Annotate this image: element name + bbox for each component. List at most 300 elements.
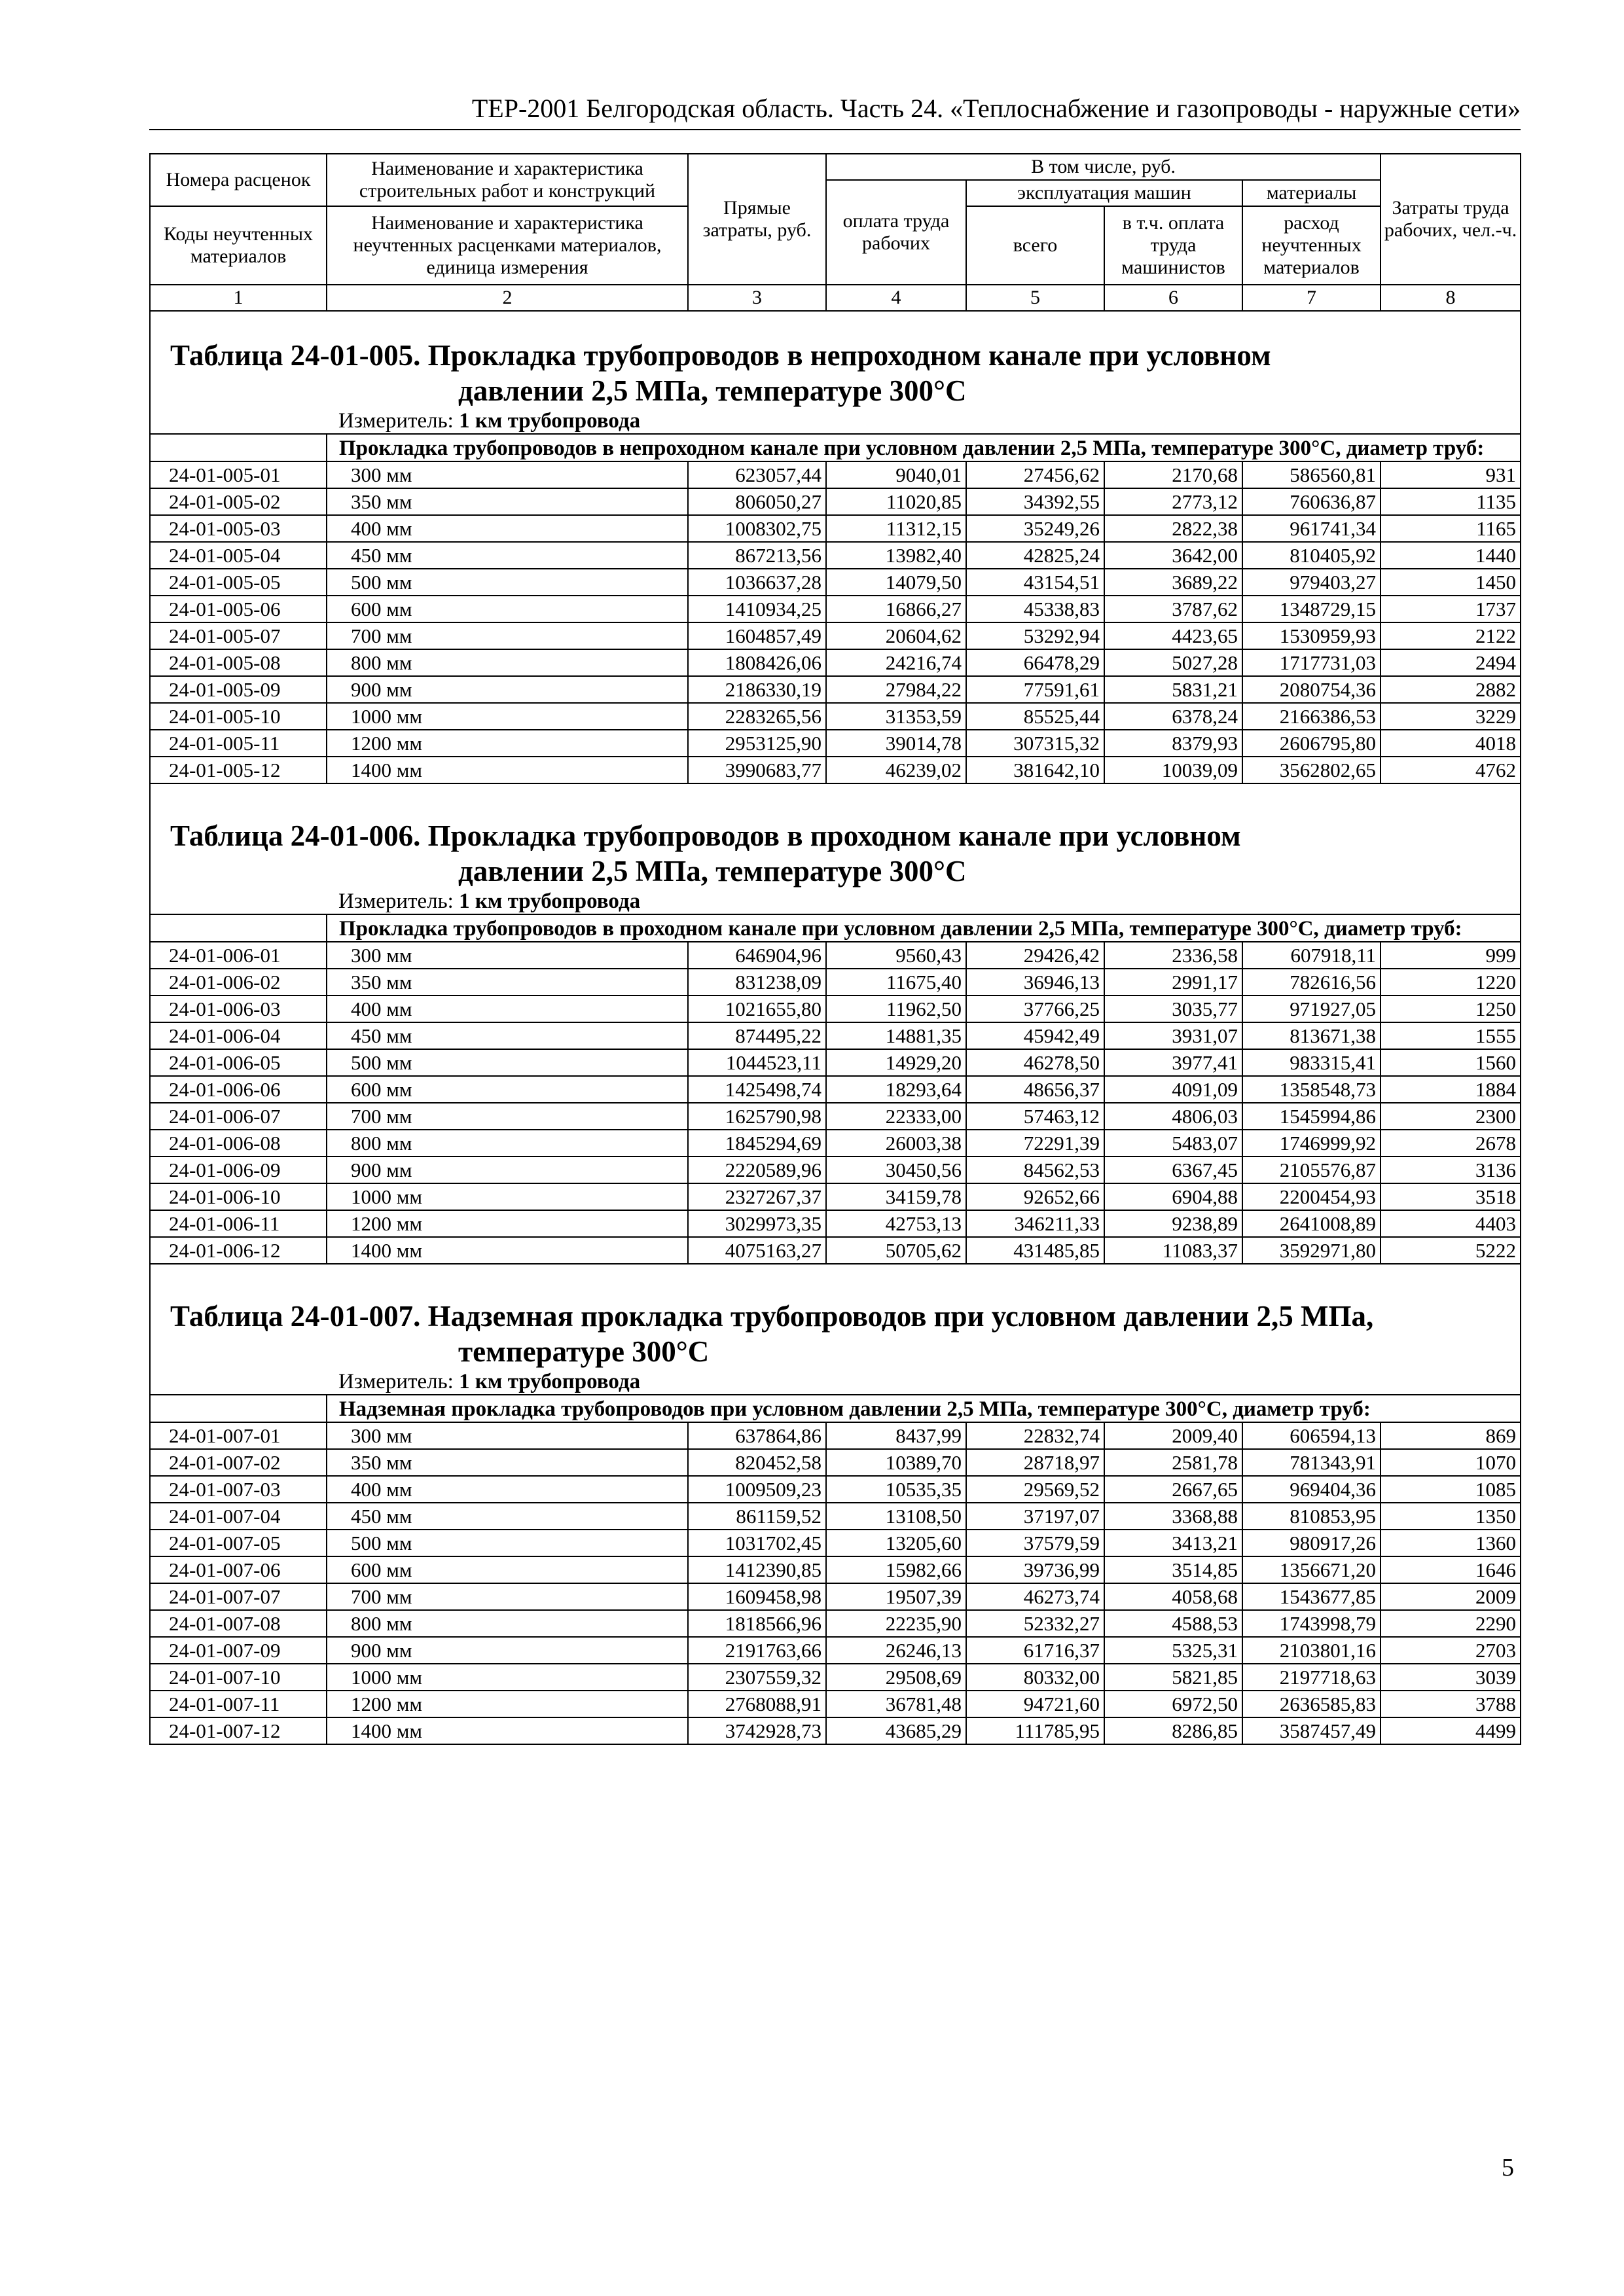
workers-pay-cell: 26003,38 — [826, 1130, 966, 1157]
operators-pay-cell: 2009,40 — [1104, 1422, 1242, 1449]
labor-hours-cell: 1350 — [1380, 1503, 1521, 1530]
table-row — [150, 1022, 1521, 1049]
direct-costs-cell: 2220589,96 — [688, 1157, 826, 1183]
rate-code-cell: 24-01-006-01 — [150, 942, 327, 969]
operators-pay-cell: 3514,85 — [1104, 1556, 1242, 1583]
measure-unit — [327, 889, 1521, 914]
operators-pay-cell: 8379,93 — [1104, 730, 1242, 757]
table-title-line2: температуре 300°С — [458, 1335, 710, 1368]
direct-costs-cell: 1031702,45 — [688, 1530, 826, 1556]
rate-code-cell: 24-01-007-09 — [150, 1637, 327, 1664]
table-title-row — [150, 818, 1521, 889]
materials-cost-cell: 971927,05 — [1242, 996, 1380, 1022]
machines-total-cell: 307315,32 — [966, 730, 1104, 757]
labor-hours-cell: 3039 — [1380, 1664, 1521, 1691]
workers-pay-cell: 36781,48 — [826, 1691, 966, 1717]
rate-code-cell: 24-01-006-06 — [150, 1076, 327, 1103]
direct-costs-cell: 1845294,69 — [688, 1130, 826, 1157]
pipe-diameter-cell: 400 мм — [327, 996, 688, 1022]
workers-pay-cell: 19507,39 — [826, 1583, 966, 1610]
direct-costs-cell: 2768088,91 — [688, 1691, 826, 1717]
direct-costs-cell: 1425498,74 — [688, 1076, 826, 1103]
table-title-line2: давлении 2,5 МПа, температуре 300°С — [458, 374, 967, 407]
materials-cost-cell: 586560,81 — [1242, 461, 1380, 488]
labor-hours-cell: 1250 — [1380, 996, 1521, 1022]
direct-costs-cell: 637864,86 — [688, 1422, 826, 1449]
operators-pay-cell: 5831,21 — [1104, 676, 1242, 703]
rate-code-cell: 24-01-005-07 — [150, 622, 327, 649]
operators-pay-cell: 6367,45 — [1104, 1157, 1242, 1183]
header-including: В том числе, руб. — [826, 154, 1380, 180]
pipe-diameter-cell: 1400 мм — [327, 1717, 688, 1744]
group-title-row — [150, 434, 1521, 461]
operators-pay-cell: 6378,24 — [1104, 703, 1242, 730]
labor-hours-cell: 1737 — [1380, 596, 1521, 622]
materials-cost-cell: 3592971,80 — [1242, 1237, 1380, 1264]
column-number: 4 — [826, 285, 966, 311]
materials-cost-cell: 781343,91 — [1242, 1449, 1380, 1476]
operators-pay-cell: 4806,03 — [1104, 1103, 1242, 1130]
workers-pay-cell: 11312,15 — [826, 515, 966, 542]
direct-costs-cell: 1008302,75 — [688, 515, 826, 542]
measure-unit — [327, 1369, 1521, 1395]
workers-pay-cell: 13982,40 — [826, 542, 966, 569]
header-workers-pay: оплата труда рабочих — [826, 180, 966, 285]
direct-costs-cell: 3742928,73 — [688, 1717, 826, 1744]
pipe-diameter-cell: 1200 мм — [327, 1210, 688, 1237]
workers-pay-cell: 14881,35 — [826, 1022, 966, 1049]
pipe-diameter-cell: 500 мм — [327, 1530, 688, 1556]
pipe-diameter-cell: 300 мм — [327, 942, 688, 969]
direct-costs-cell: 623057,44 — [688, 461, 826, 488]
operators-pay-cell: 6972,50 — [1104, 1691, 1242, 1717]
workers-pay-cell: 10535,35 — [826, 1476, 966, 1503]
operators-pay-cell: 5027,28 — [1104, 649, 1242, 676]
header-rate-numbers: Номера расценок — [150, 154, 327, 206]
machines-total-cell: 85525,44 — [966, 703, 1104, 730]
machines-total-cell: 84562,53 — [966, 1157, 1104, 1183]
header-unaccounted-materials: расход неучтенных материалов — [1242, 206, 1380, 285]
table-title-line1: Таблица 24-01-006. Прокладка трубопроводов в проходном канале при условном — [170, 819, 1241, 852]
labor-hours-cell: 2678 — [1380, 1130, 1521, 1157]
labor-hours-cell: 931 — [1380, 461, 1521, 488]
machines-total-cell: 57463,12 — [966, 1103, 1104, 1130]
rate-code-cell: 24-01-006-11 — [150, 1210, 327, 1237]
labor-hours-cell: 1360 — [1380, 1530, 1521, 1556]
pipe-diameter-cell: 350 мм — [327, 488, 688, 515]
materials-cost-cell: 2636585,83 — [1242, 1691, 1380, 1717]
rate-code-cell: 24-01-005-06 — [150, 596, 327, 622]
materials-cost-cell: 2197718,63 — [1242, 1664, 1380, 1691]
machines-total-cell: 72291,39 — [966, 1130, 1104, 1157]
header-labor-costs: Затраты труда рабочих, чел.-ч. — [1380, 154, 1521, 285]
labor-hours-cell: 2122 — [1380, 622, 1521, 649]
machines-total-cell: 66478,29 — [966, 649, 1104, 676]
group-title-code — [150, 914, 327, 942]
pipe-diameter-cell: 900 мм — [327, 676, 688, 703]
labor-hours-cell: 3229 — [1380, 703, 1521, 730]
machines-total-cell: 61716,37 — [966, 1637, 1104, 1664]
table-row — [150, 1530, 1521, 1556]
labor-hours-cell: 4403 — [1380, 1210, 1521, 1237]
workers-pay-cell: 15982,66 — [826, 1556, 966, 1583]
measure-label: Измеритель: — [338, 409, 454, 433]
pipe-diameter-cell: 1000 мм — [327, 1183, 688, 1210]
direct-costs-cell: 2327267,37 — [688, 1183, 826, 1210]
machines-total-cell: 111785,95 — [966, 1717, 1104, 1744]
materials-cost-cell: 961741,34 — [1242, 515, 1380, 542]
table-row — [150, 1237, 1521, 1264]
rate-code-cell: 24-01-005-05 — [150, 569, 327, 596]
workers-pay-cell: 8437,99 — [826, 1422, 966, 1449]
pipe-diameter-cell: 600 мм — [327, 1076, 688, 1103]
operators-pay-cell: 5483,07 — [1104, 1130, 1242, 1157]
operators-pay-cell: 6904,88 — [1104, 1183, 1242, 1210]
page-number: 5 — [1502, 2154, 1514, 2181]
pipe-diameter-cell: 700 мм — [327, 1103, 688, 1130]
group-title: Прокладка трубопроводов в проходном канале при условном давлении 2,5 МПа, температуре 300°С, диаметр труб: — [327, 914, 1521, 942]
machines-total-cell: 43154,51 — [966, 569, 1104, 596]
direct-costs-cell: 1410934,25 — [688, 596, 826, 622]
table-title — [150, 818, 1521, 889]
column-number: 3 — [688, 285, 826, 311]
table-row — [150, 1183, 1521, 1210]
table-row — [150, 596, 1521, 622]
machines-total-cell: 346211,33 — [966, 1210, 1104, 1237]
labor-hours-cell: 1450 — [1380, 569, 1521, 596]
pipe-diameter-cell: 1200 мм — [327, 1691, 688, 1717]
operators-pay-cell: 5821,85 — [1104, 1664, 1242, 1691]
rate-code-cell: 24-01-006-07 — [150, 1103, 327, 1130]
machines-total-cell: 37579,59 — [966, 1530, 1104, 1556]
rate-code-cell: 24-01-007-02 — [150, 1449, 327, 1476]
operators-pay-cell: 3035,77 — [1104, 996, 1242, 1022]
direct-costs-cell: 820452,58 — [688, 1449, 826, 1476]
rate-code-cell: 24-01-005-09 — [150, 676, 327, 703]
direct-costs-cell: 1808426,06 — [688, 649, 826, 676]
materials-cost-cell: 969404,36 — [1242, 1476, 1380, 1503]
workers-pay-cell: 46239,02 — [826, 757, 966, 783]
materials-cost-cell: 606594,13 — [1242, 1422, 1380, 1449]
table-row — [150, 649, 1521, 676]
workers-pay-cell: 26246,13 — [826, 1637, 966, 1664]
group-title-code — [150, 434, 327, 461]
labor-hours-cell: 3518 — [1380, 1183, 1521, 1210]
machines-total-cell: 53292,94 — [966, 622, 1104, 649]
table-row — [150, 969, 1521, 996]
labor-hours-cell: 1884 — [1380, 1076, 1521, 1103]
group-title-row — [150, 1395, 1521, 1422]
direct-costs-cell: 867213,56 — [688, 542, 826, 569]
machines-total-cell: 431485,85 — [966, 1237, 1104, 1264]
materials-cost-cell: 813671,38 — [1242, 1022, 1380, 1049]
machines-total-cell: 46278,50 — [966, 1049, 1104, 1076]
materials-cost-cell: 2105576,87 — [1242, 1157, 1380, 1183]
rate-code-cell: 24-01-007-08 — [150, 1610, 327, 1637]
materials-cost-cell: 1348729,15 — [1242, 596, 1380, 622]
workers-pay-cell: 29508,69 — [826, 1664, 966, 1691]
labor-hours-cell: 4018 — [1380, 730, 1521, 757]
table-row — [150, 542, 1521, 569]
pipe-diameter-cell: 1200 мм — [327, 730, 688, 757]
rate-code-cell: 24-01-005-11 — [150, 730, 327, 757]
header-material-codes: Коды неучтенных материалов — [150, 206, 327, 285]
materials-cost-cell: 1743998,79 — [1242, 1610, 1380, 1637]
operators-pay-cell: 3689,22 — [1104, 569, 1242, 596]
pipe-diameter-cell: 1400 мм — [327, 757, 688, 783]
measure-row — [150, 408, 1521, 434]
direct-costs-cell: 4075163,27 — [688, 1237, 826, 1264]
measure-value: 1 км трубопровода — [459, 889, 641, 913]
workers-pay-cell: 11675,40 — [826, 969, 966, 996]
column-number: 1 — [150, 285, 327, 311]
materials-cost-cell: 2200454,93 — [1242, 1183, 1380, 1210]
table-title-line2: давлении 2,5 МПа, температуре 300°С — [458, 855, 967, 888]
table-row — [150, 1664, 1521, 1691]
measure-value: 1 км трубопровода — [459, 409, 641, 433]
machines-total-cell: 46273,74 — [966, 1583, 1104, 1610]
materials-cost-cell: 607918,11 — [1242, 942, 1380, 969]
materials-cost-cell: 1746999,92 — [1242, 1130, 1380, 1157]
measure-value: 1 км трубопровода — [459, 1370, 641, 1393]
measure-label: Измеритель: — [338, 889, 454, 913]
header-material-description: Наименование и характеристика неучтенных расценками материалов, единица измерения — [327, 206, 688, 285]
column-number: 7 — [1242, 285, 1380, 311]
materials-cost-cell: 1543677,85 — [1242, 1583, 1380, 1610]
pipe-diameter-cell: 900 мм — [327, 1157, 688, 1183]
header-operators-pay: в т.ч. оплата труда машинистов — [1104, 206, 1242, 285]
table-title-line1: Таблица 24-01-005. Прокладка трубопроводов в непроходном канале при условном — [170, 339, 1271, 372]
operators-pay-cell: 9238,89 — [1104, 1210, 1242, 1237]
pipe-diameter-cell: 400 мм — [327, 515, 688, 542]
labor-hours-cell: 2290 — [1380, 1610, 1521, 1637]
pipe-diameter-cell: 300 мм — [327, 461, 688, 488]
table-row — [150, 942, 1521, 969]
labor-hours-cell: 1220 — [1380, 969, 1521, 996]
materials-cost-cell: 1356671,20 — [1242, 1556, 1380, 1583]
operators-pay-cell: 5325,31 — [1104, 1637, 1242, 1664]
measure-pad — [150, 408, 327, 434]
group-title: Надземная прокладка трубопроводов при условном давлении 2,5 МПа, температуре 300°С, диаметр труб: — [327, 1395, 1521, 1422]
labor-hours-cell: 1165 — [1380, 515, 1521, 542]
operators-pay-cell: 4588,53 — [1104, 1610, 1242, 1637]
pipe-diameter-cell: 700 мм — [327, 1583, 688, 1610]
workers-pay-cell: 30450,56 — [826, 1157, 966, 1183]
pipe-diameter-cell: 1000 мм — [327, 1664, 688, 1691]
workers-pay-cell: 39014,78 — [826, 730, 966, 757]
header-machines-total: всего — [966, 206, 1104, 285]
labor-hours-cell: 2009 — [1380, 1583, 1521, 1610]
column-number: 6 — [1104, 285, 1242, 311]
labor-hours-cell: 999 — [1380, 942, 1521, 969]
header-direct-costs: Прямые затраты, руб. — [688, 154, 826, 285]
direct-costs-cell: 831238,09 — [688, 969, 826, 996]
machines-total-cell: 45338,83 — [966, 596, 1104, 622]
workers-pay-cell: 22235,90 — [826, 1610, 966, 1637]
workers-pay-cell: 24216,74 — [826, 649, 966, 676]
direct-costs-cell: 1036637,28 — [688, 569, 826, 596]
operators-pay-cell: 4058,68 — [1104, 1583, 1242, 1610]
direct-costs-cell: 1021655,80 — [688, 996, 826, 1022]
pipe-diameter-cell: 700 мм — [327, 622, 688, 649]
measure-pad — [150, 889, 327, 914]
direct-costs-cell: 1625790,98 — [688, 1103, 826, 1130]
table-body — [150, 154, 1521, 1744]
materials-cost-cell: 3562802,65 — [1242, 757, 1380, 783]
rate-code-cell: 24-01-006-02 — [150, 969, 327, 996]
rate-code-cell: 24-01-007-10 — [150, 1664, 327, 1691]
table-row — [150, 1449, 1521, 1476]
measure-unit — [327, 408, 1521, 434]
column-numbers-row — [150, 285, 1521, 311]
materials-cost-cell: 810405,92 — [1242, 542, 1380, 569]
operators-pay-cell: 3413,21 — [1104, 1530, 1242, 1556]
labor-hours-cell: 869 — [1380, 1422, 1521, 1449]
rate-code-cell: 24-01-005-02 — [150, 488, 327, 515]
measure-row — [150, 1369, 1521, 1395]
materials-cost-cell: 2103801,16 — [1242, 1637, 1380, 1664]
table-row — [150, 1103, 1521, 1130]
workers-pay-cell: 10389,70 — [826, 1449, 966, 1476]
table-row — [150, 1130, 1521, 1157]
table-row — [150, 622, 1521, 649]
spacer-cell — [150, 1264, 1521, 1299]
pipe-diameter-cell: 800 мм — [327, 649, 688, 676]
machines-total-cell: 34392,55 — [966, 488, 1104, 515]
workers-pay-cell: 9040,01 — [826, 461, 966, 488]
machines-total-cell: 92652,66 — [966, 1183, 1104, 1210]
table-row — [150, 1049, 1521, 1076]
pipe-diameter-cell: 600 мм — [327, 1556, 688, 1583]
rate-code-cell: 24-01-005-03 — [150, 515, 327, 542]
rate-code-cell: 24-01-007-04 — [150, 1503, 327, 1530]
rate-code-cell: 24-01-007-01 — [150, 1422, 327, 1449]
workers-pay-cell: 13108,50 — [826, 1503, 966, 1530]
table-row — [150, 1076, 1521, 1103]
table-row — [150, 1717, 1521, 1744]
labor-hours-cell: 1555 — [1380, 1022, 1521, 1049]
rate-code-cell: 24-01-007-03 — [150, 1476, 327, 1503]
operators-pay-cell: 4423,65 — [1104, 622, 1242, 649]
measure-pad — [150, 1369, 327, 1395]
pipe-diameter-cell: 900 мм — [327, 1637, 688, 1664]
machines-total-cell: 22832,74 — [966, 1422, 1104, 1449]
operators-pay-cell: 2822,38 — [1104, 515, 1242, 542]
materials-cost-cell: 2080754,36 — [1242, 676, 1380, 703]
workers-pay-cell: 14079,50 — [826, 569, 966, 596]
direct-costs-cell: 3990683,77 — [688, 757, 826, 783]
table-row — [150, 461, 1521, 488]
workers-pay-cell: 14929,20 — [826, 1049, 966, 1076]
pipe-diameter-cell: 450 мм — [327, 1503, 688, 1530]
section-spacer — [150, 783, 1521, 818]
direct-costs-cell: 2186330,19 — [688, 676, 826, 703]
rate-code-cell: 24-01-005-01 — [150, 461, 327, 488]
pipe-diameter-cell: 500 мм — [327, 1049, 688, 1076]
workers-pay-cell: 34159,78 — [826, 1183, 966, 1210]
rate-code-cell: 24-01-006-10 — [150, 1183, 327, 1210]
materials-cost-cell: 979403,27 — [1242, 569, 1380, 596]
workers-pay-cell: 43685,29 — [826, 1717, 966, 1744]
operators-pay-cell: 11083,37 — [1104, 1237, 1242, 1264]
table-row — [150, 996, 1521, 1022]
rate-code-cell: 24-01-006-04 — [150, 1022, 327, 1049]
operators-pay-cell: 2773,12 — [1104, 488, 1242, 515]
table-row — [150, 1157, 1521, 1183]
machines-total-cell: 29569,52 — [966, 1476, 1104, 1503]
labor-hours-cell: 4499 — [1380, 1717, 1521, 1744]
rate-code-cell: 24-01-006-08 — [150, 1130, 327, 1157]
header-work-description: Наименование и характеристика строительных работ и конструкций — [327, 154, 688, 206]
table-row — [150, 1691, 1521, 1717]
machines-total-cell: 52332,27 — [966, 1610, 1104, 1637]
pipe-diameter-cell: 450 мм — [327, 1022, 688, 1049]
machines-total-cell: 42825,24 — [966, 542, 1104, 569]
pipe-diameter-cell: 350 мм — [327, 1449, 688, 1476]
table-title-row — [150, 338, 1521, 408]
labor-hours-cell: 1646 — [1380, 1556, 1521, 1583]
labor-hours-cell: 5222 — [1380, 1237, 1521, 1264]
column-number: 5 — [966, 285, 1104, 311]
table-title-row — [150, 1299, 1521, 1369]
table-row — [150, 569, 1521, 596]
spacer-cell — [150, 311, 1521, 338]
operators-pay-cell: 8286,85 — [1104, 1717, 1242, 1744]
operators-pay-cell: 2336,58 — [1104, 942, 1242, 969]
pipe-diameter-cell: 350 мм — [327, 969, 688, 996]
header-row-top — [150, 154, 1521, 180]
rates-table — [149, 153, 1521, 1745]
rate-code-cell: 24-01-007-06 — [150, 1556, 327, 1583]
materials-cost-cell: 2166386,53 — [1242, 703, 1380, 730]
labor-hours-cell: 2494 — [1380, 649, 1521, 676]
table-row — [150, 1637, 1521, 1664]
group-title-code — [150, 1395, 327, 1422]
header-machines: эксплуатация машин — [966, 180, 1242, 206]
materials-cost-cell: 1717731,03 — [1242, 649, 1380, 676]
materials-cost-cell: 810853,95 — [1242, 1503, 1380, 1530]
machines-total-cell: 77591,61 — [966, 676, 1104, 703]
table-row — [150, 1503, 1521, 1530]
labor-hours-cell: 1440 — [1380, 542, 1521, 569]
machines-total-cell: 45942,49 — [966, 1022, 1104, 1049]
direct-costs-cell: 2307559,32 — [688, 1664, 826, 1691]
table-row — [150, 515, 1521, 542]
direct-costs-cell: 1604857,49 — [688, 622, 826, 649]
workers-pay-cell: 11020,85 — [826, 488, 966, 515]
rate-code-cell: 24-01-006-05 — [150, 1049, 327, 1076]
operators-pay-cell: 2667,65 — [1104, 1476, 1242, 1503]
machines-total-cell: 35249,26 — [966, 515, 1104, 542]
table-row — [150, 730, 1521, 757]
pipe-diameter-cell: 400 мм — [327, 1476, 688, 1503]
table-row — [150, 703, 1521, 730]
direct-costs-cell: 1818566,96 — [688, 1610, 826, 1637]
direct-costs-cell: 646904,96 — [688, 942, 826, 969]
machines-total-cell: 36946,13 — [966, 969, 1104, 996]
header-materials: материалы — [1242, 180, 1380, 206]
operators-pay-cell: 3787,62 — [1104, 596, 1242, 622]
direct-costs-cell: 1009509,23 — [688, 1476, 826, 1503]
operators-pay-cell: 4091,09 — [1104, 1076, 1242, 1103]
operators-pay-cell: 3368,88 — [1104, 1503, 1242, 1530]
machines-total-cell: 48656,37 — [966, 1076, 1104, 1103]
rate-code-cell: 24-01-005-08 — [150, 649, 327, 676]
operators-pay-cell: 2170,68 — [1104, 461, 1242, 488]
direct-costs-cell: 861159,52 — [688, 1503, 826, 1530]
rate-code-cell: 24-01-006-12 — [150, 1237, 327, 1264]
workers-pay-cell: 20604,62 — [826, 622, 966, 649]
